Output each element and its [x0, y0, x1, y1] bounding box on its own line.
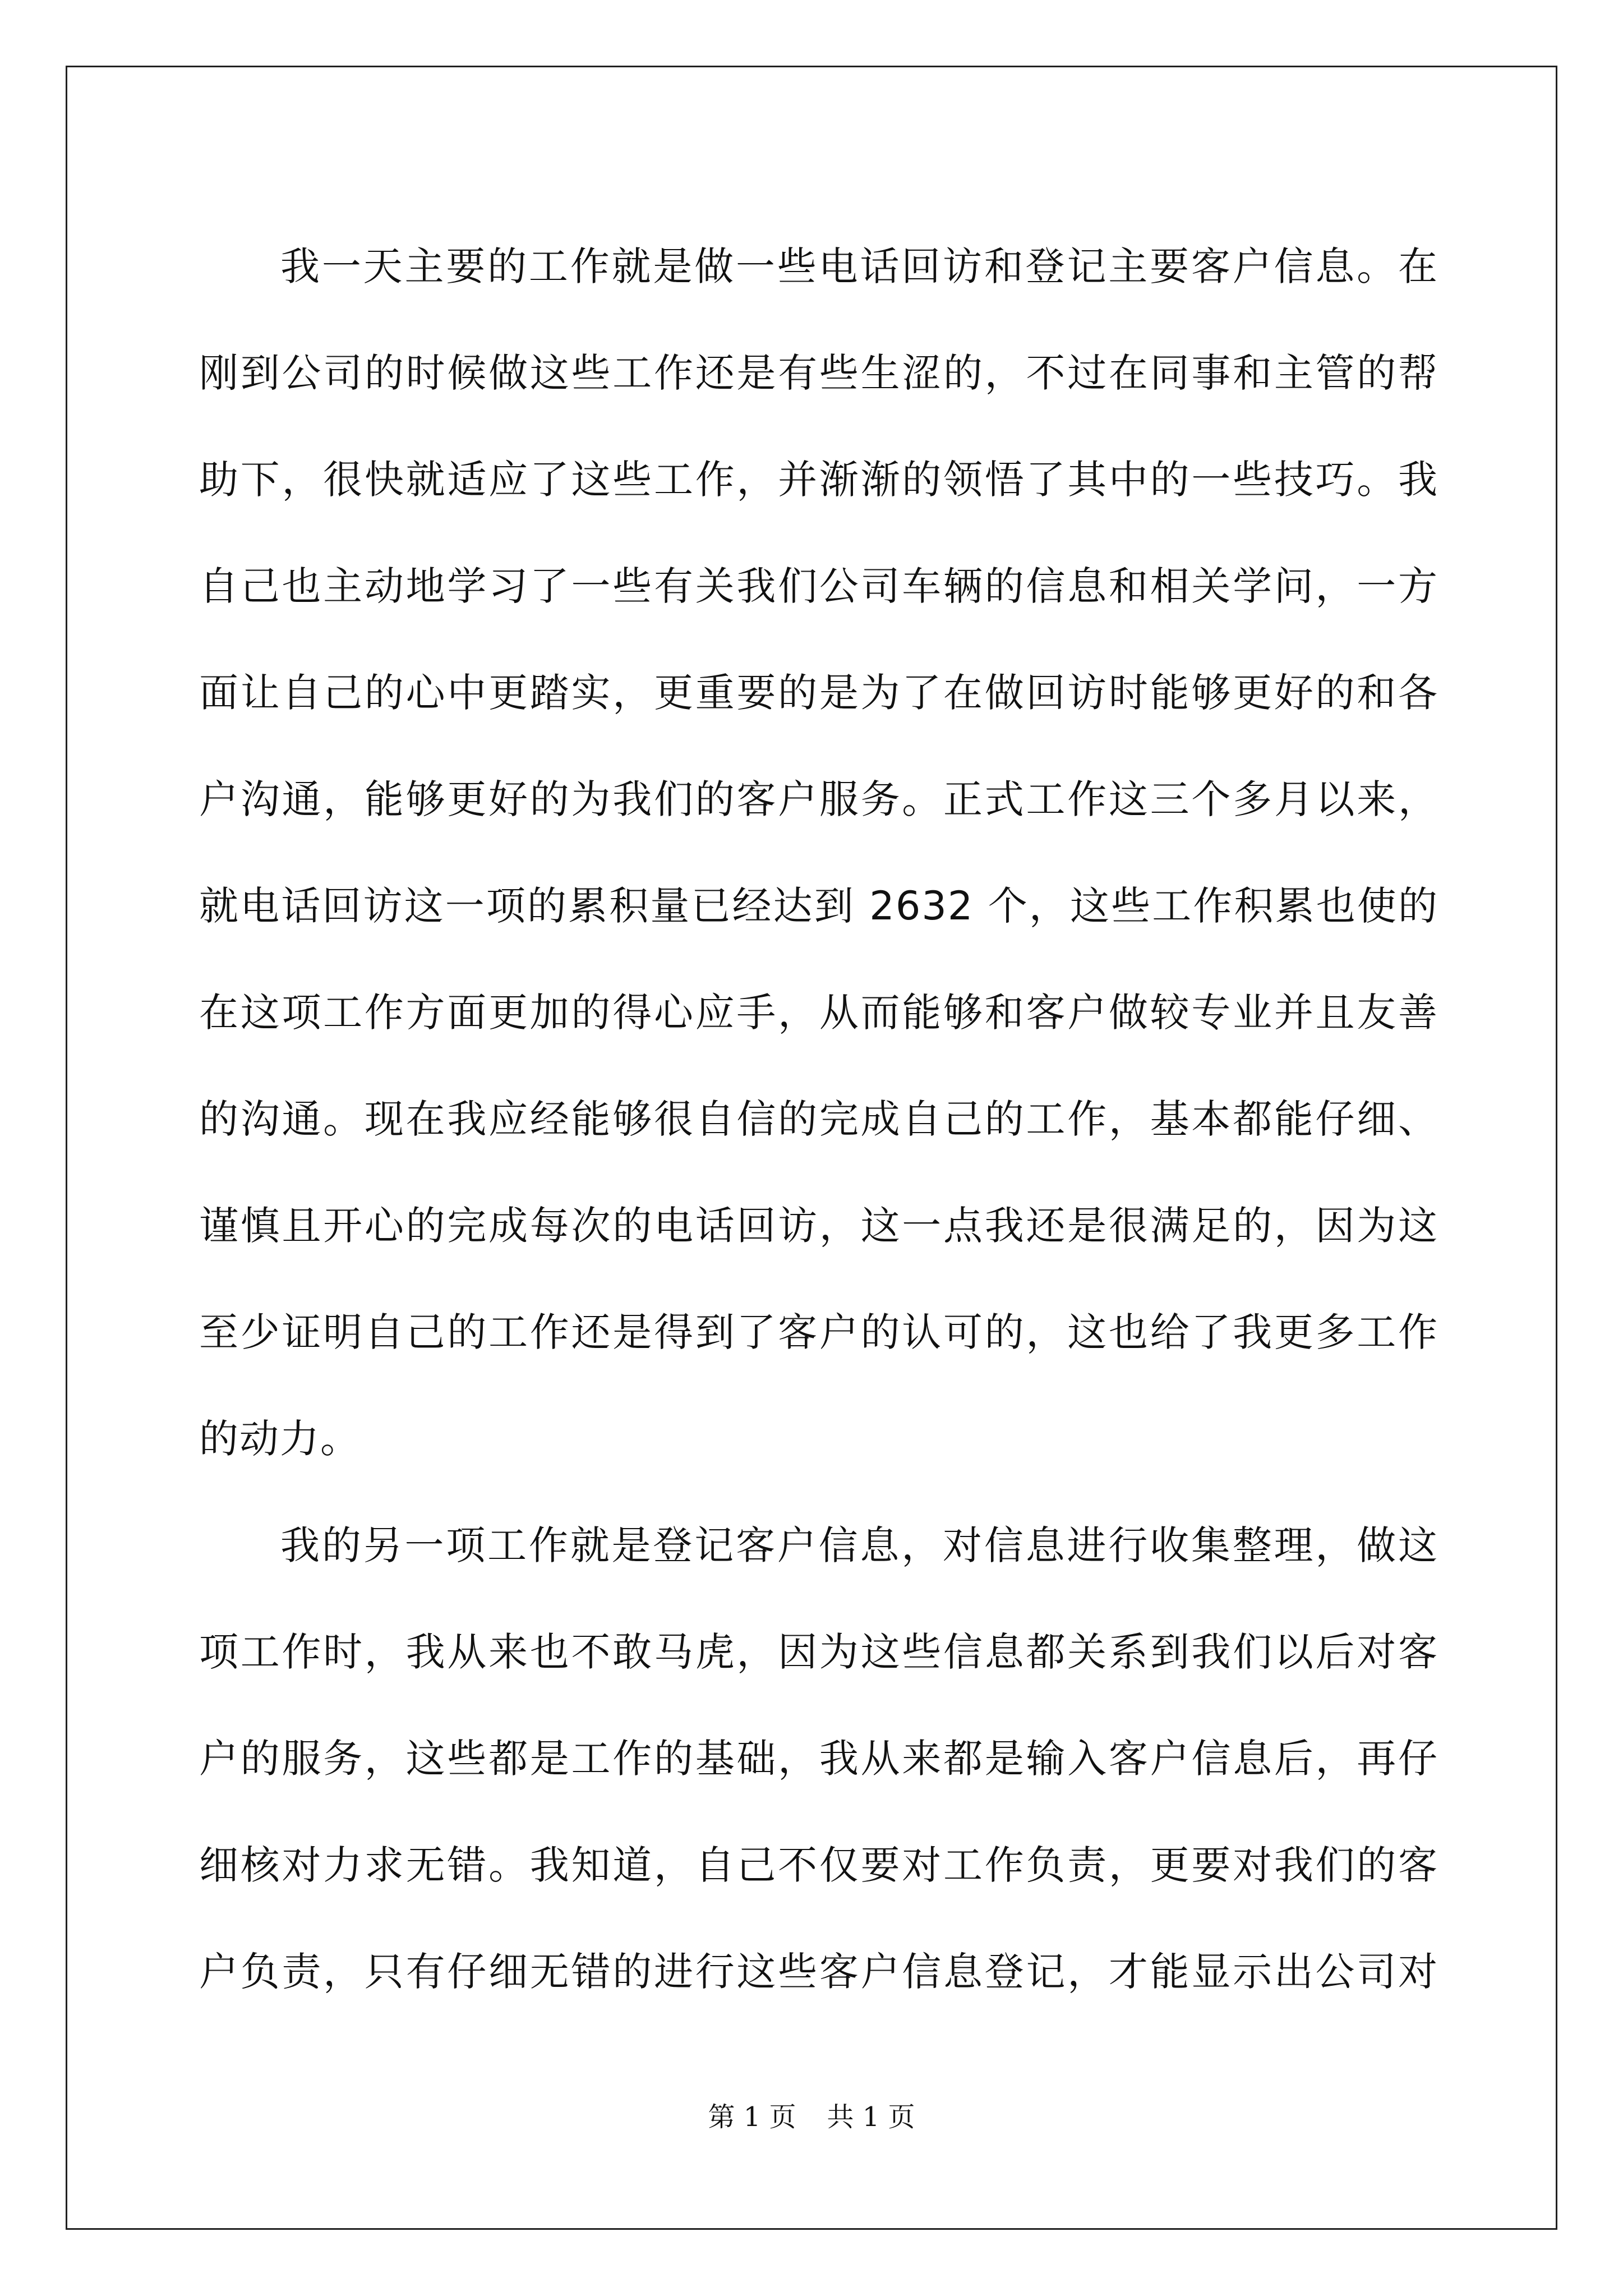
paragraph-2-line-4: 细核对力求无错。我知道，自己不仅要对工作负责，更要对我们的客	[199, 1842, 1438, 1888]
paragraph-1-line-6: 户沟通，能够更好的为我们的客户服务。正式工作这三个多月以来，	[199, 776, 1438, 822]
paragraph-2-line-5: 户负责，只有仔细无错的进行这些客户信息登记，才能显示出公司对	[199, 1949, 1438, 1995]
paragraph-2-line-1: 我的另一项工作就是登记客户信息，对信息进行收集整理，做这	[280, 1522, 1438, 1568]
paragraph-1-line-8: 在这项工作方面更加的得心应手，从而能够和客户做较专业并且友善	[199, 990, 1438, 1036]
paragraph-1-line-1: 我一天主要的工作就是做一些电话回访和登记主要客户信息。在	[280, 243, 1438, 289]
page-number-current: 第 1 页	[708, 2101, 796, 2133]
paragraph-1-line-9: 的沟通。现在我应经能够很自信的完成自己的工作，基本都能仔细、	[199, 1096, 1438, 1142]
paragraph-1-line-2: 刚到公司的时候做这些工作还是有些生涩的，不过在同事和主管的帮	[199, 350, 1438, 396]
paragraph-1-line-11: 至少证明自己的工作还是得到了客户的认可的，这也给了我更多工作	[199, 1309, 1438, 1355]
paragraph-1-line-3: 助下，很快就适应了这些工作，并渐渐的领悟了其中的一些技巧。我	[199, 457, 1438, 503]
paragraph-2-line-3: 户的服务，这些都是工作的基础，我从来都是输入客户信息后，再仔	[199, 1736, 1438, 1782]
paragraph-1-line-4: 自己也主动地学习了一些有关我们公司车辆的信息和相关学问，一方	[199, 563, 1438, 609]
paragraph-1-line-7: 就电话回访这一项的累积量已经达到 2632 个，这些工作积累也使的	[199, 883, 1438, 929]
paragraph-1-line-12: 的动力。	[199, 1416, 361, 1462]
document-body	[199, 213, 1438, 2025]
paragraph-2-line-2: 项工作时，我从来也不敢马虎，因为这些信息都关系到我们以后对客	[199, 1629, 1438, 1675]
paragraph-1-line-5: 面让自己的心中更踏实，更重要的是为了在做回访时能够更好的和各	[199, 670, 1438, 716]
page-footer	[0, 2095, 1623, 2134]
page-number-total: 共 1 页	[827, 2101, 915, 2133]
paragraph-1-line-10: 谨慎且开心的完成每次的电话回访，这一点我还是很满足的，因为这	[199, 1203, 1438, 1249]
